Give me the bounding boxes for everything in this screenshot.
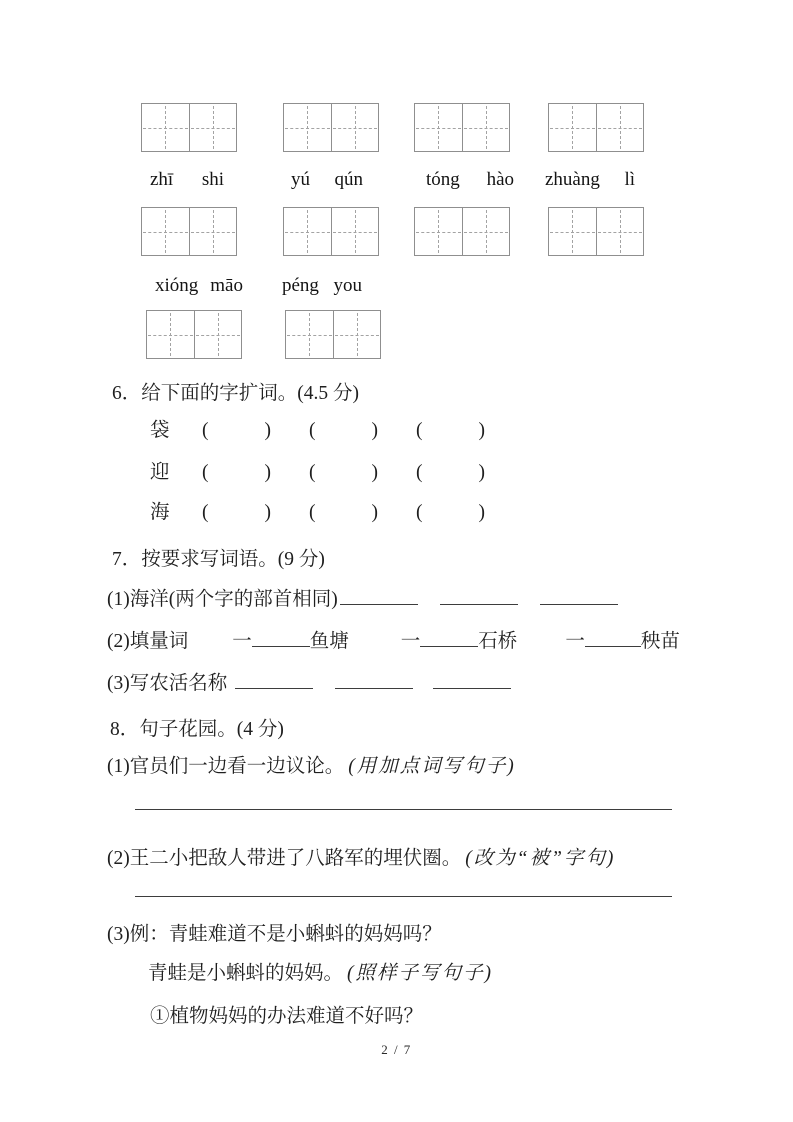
instruction-hint: (用加点词写句子) [348, 756, 516, 777]
question-8-item-2 [107, 842, 615, 870]
grid-cell [415, 208, 462, 255]
paren-close: ) [264, 502, 271, 523]
writing-grid [141, 207, 237, 256]
paren-open: ( [416, 420, 423, 441]
instruction-hint: (改为“被”字句) [465, 848, 616, 869]
pinyin-syllable: shi [201, 169, 224, 190]
page-indicator: 2 / 7 [381, 1042, 412, 1057]
paren-close: ) [371, 420, 378, 441]
answer-blank [420, 631, 478, 647]
writing-grid [283, 207, 379, 256]
grid-cell [194, 311, 242, 358]
pinyin-label [426, 169, 514, 191]
pinyin-syllable: hào [486, 169, 514, 190]
pinyin-syllable: you [333, 275, 362, 296]
pinyin-syllable: tóng [426, 169, 460, 190]
classifier-number: 一 [565, 631, 585, 652]
paren-open: ( [202, 420, 209, 441]
paren-open: ( [309, 462, 316, 483]
answer-blank [335, 673, 413, 689]
paren-open: ( [309, 502, 316, 523]
item-label: (2)填量词 [107, 631, 189, 652]
pinyin-syllable: péng [282, 275, 319, 296]
question-7-heading: 7．按要求写词语。(9 分) [112, 549, 325, 570]
paren-close: ) [264, 420, 271, 441]
paren-open: ( [416, 462, 423, 483]
paren-open: ( [202, 502, 209, 523]
answer-blank [433, 673, 511, 689]
grid-cell [189, 208, 237, 255]
writing-grid [548, 103, 644, 152]
pinyin-label [155, 275, 243, 297]
paren-open: ( [309, 420, 316, 441]
writing-grid [285, 310, 381, 359]
grid-cell [284, 208, 331, 255]
noun-word: 石桥 [478, 631, 518, 652]
target-character: 袋 [150, 420, 170, 441]
grid-cell [549, 104, 596, 151]
paren-close: ) [371, 502, 378, 523]
grid-cell [333, 311, 381, 358]
noun-word: 鱼塘 [309, 631, 349, 652]
writing-grid [414, 207, 510, 256]
target-character: 海 [150, 502, 170, 523]
question-7-item-1 [107, 583, 618, 611]
answer-blank [440, 589, 518, 605]
pinyin-label [545, 169, 635, 191]
question-8-item-1 [107, 750, 516, 778]
item-label: (3)写农活名称 [107, 673, 228, 694]
question-7-item-2 [107, 625, 680, 653]
pinyin-syllable: zhī [150, 169, 174, 190]
grid-cell [147, 311, 194, 358]
instruction-hint: (照样子写句子) [347, 963, 494, 984]
answer-line [135, 896, 672, 897]
pinyin-syllable: yú [291, 169, 310, 190]
grid-cell [331, 104, 379, 151]
paren-close: ) [264, 462, 271, 483]
grid-cell [462, 104, 510, 151]
question-7-item-3 [107, 667, 511, 695]
question-8-item-3-example: (3)例：青蛙难道不是小蝌蚪的妈妈吗？ [107, 924, 442, 945]
grid-cell [142, 208, 189, 255]
paren-close: ) [478, 420, 485, 441]
pinyin-syllable: māo [210, 275, 243, 296]
paren-close: ) [478, 462, 485, 483]
grid-cell [189, 104, 237, 151]
paren-close: ) [478, 502, 485, 523]
sentence-text: (2)王二小把敌人带进了八路军的埋伏圈。 [107, 848, 462, 869]
expand-word-row [150, 496, 485, 524]
pinyin-syllable: lì [624, 169, 635, 190]
grid-cell [549, 208, 596, 255]
answer-blank [235, 673, 313, 689]
pinyin-syllable: xióng [155, 275, 199, 296]
pinyin-syllable: qún [334, 169, 363, 190]
grid-cell [286, 311, 333, 358]
target-character: 迎 [150, 462, 170, 483]
writing-grid [146, 310, 242, 359]
grid-cell [462, 208, 510, 255]
answer-blank [252, 631, 310, 647]
item-label: (1)海洋(两个字的部首相同) [107, 589, 338, 610]
grid-cell [142, 104, 189, 151]
pinyin-label [150, 169, 224, 191]
grid-cell [415, 104, 462, 151]
pinyin-syllable: zhuàng [545, 169, 600, 190]
pinyin-label [291, 169, 363, 191]
paren-close: ) [371, 462, 378, 483]
paren-open: ( [416, 502, 423, 523]
sentence-text: 青蛙是小蝌蚪的妈妈。 [148, 963, 344, 984]
sentence-text: (1)官员们一边看一边议论。 [107, 756, 345, 777]
grid-cell [596, 104, 644, 151]
answer-blank [540, 589, 618, 605]
grid-cell [331, 208, 379, 255]
pinyin-label [282, 275, 362, 297]
classifier-number: 一 [232, 631, 252, 652]
expand-word-row [150, 456, 485, 484]
question-6-heading: 6．给下面的字扩词。(4.5 分) [112, 383, 359, 404]
grid-cell [596, 208, 644, 255]
question-8-item-3-sub1: ①植物妈妈的办法难道不好吗？ [150, 1006, 424, 1027]
writing-grid [548, 207, 644, 256]
answer-line [135, 809, 672, 810]
paren-open: ( [202, 462, 209, 483]
writing-grid [141, 103, 237, 152]
expand-word-row [150, 414, 485, 442]
question-8-item-3-answer [148, 957, 493, 985]
question-8-heading: 8．句子花园。(4 分) [110, 719, 284, 740]
writing-grid [283, 103, 379, 152]
classifier-number: 一 [400, 631, 421, 652]
answer-blank [340, 589, 418, 605]
grid-cell [284, 104, 331, 151]
writing-grid [414, 103, 510, 152]
noun-word: 秧苗 [640, 631, 680, 652]
answer-blank [585, 631, 641, 647]
